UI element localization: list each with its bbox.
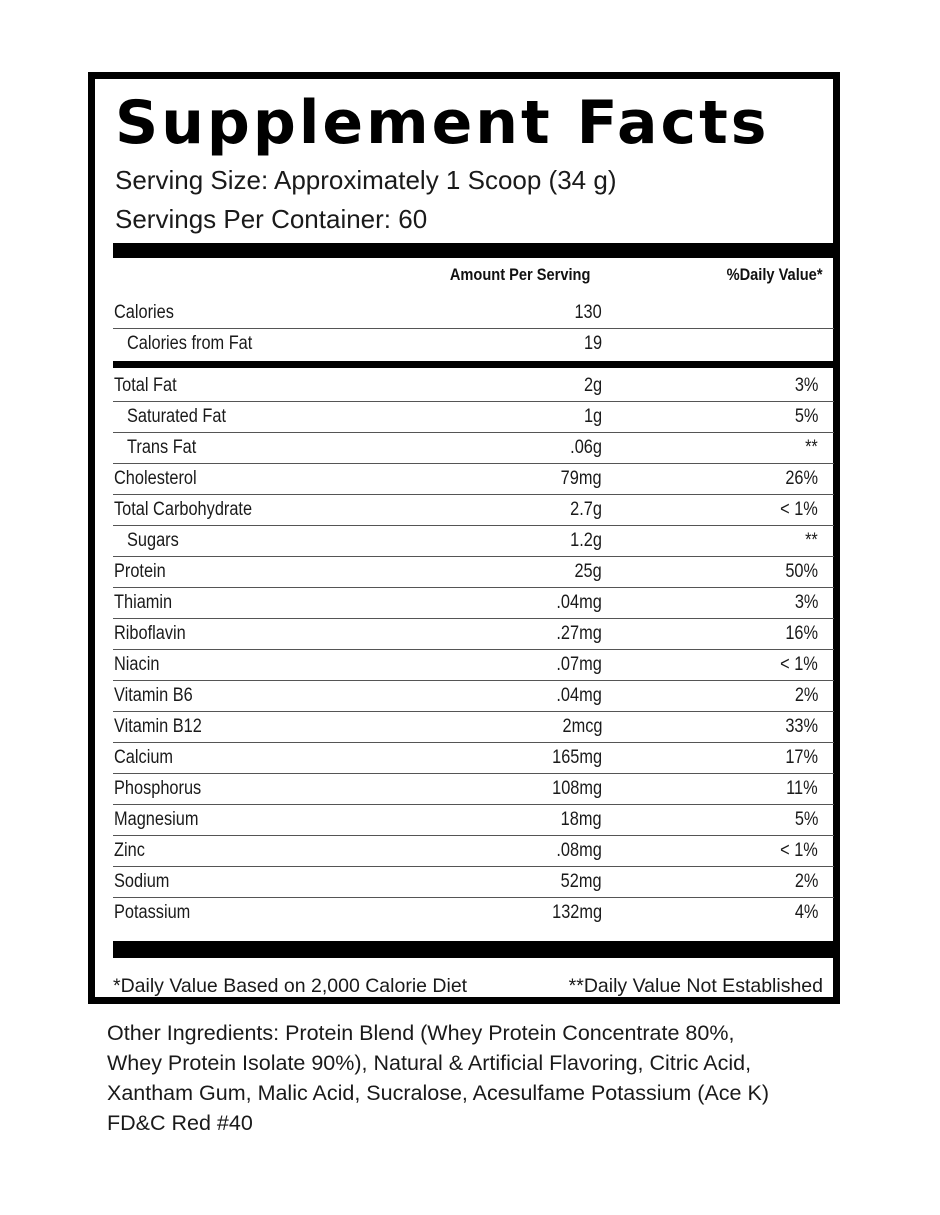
nutrient-daily-value: 50% xyxy=(785,561,818,582)
ingredients-line: FD&C Red #40 xyxy=(107,1111,253,1135)
supplement-facts-panel xyxy=(88,72,840,1004)
nutrient-row xyxy=(113,402,834,433)
nutrient-daily-value: ** xyxy=(805,530,818,551)
nutrient-row xyxy=(113,712,834,743)
nutrient-daily-value: < 1% xyxy=(780,840,818,861)
nutrient-name: Total Fat xyxy=(114,375,177,396)
nutrient-daily-value: 16% xyxy=(785,623,818,644)
nutrient-row xyxy=(113,867,834,898)
nutrient-row xyxy=(113,619,834,650)
nutrient-name: Protein xyxy=(114,561,166,582)
nutrient-daily-value: 2% xyxy=(794,871,818,892)
nutrient-row xyxy=(113,557,834,588)
servings-per-container: Servings Per Container: 60 xyxy=(115,204,428,234)
nutrient-amount: 2g xyxy=(583,375,602,396)
nutrient-row xyxy=(113,495,834,526)
nutrient-name: Sodium xyxy=(114,871,170,892)
daily-value-header: %Daily Value* xyxy=(727,265,823,284)
nutrient-row xyxy=(113,774,834,805)
other-ingredients xyxy=(107,1018,847,1138)
thick-divider-bottom xyxy=(113,941,834,958)
nutrient-amount: .27mg xyxy=(556,623,602,644)
nutrient-daily-value: < 1% xyxy=(780,499,818,520)
medium-divider xyxy=(113,361,834,368)
nutrient-amount: 25g xyxy=(574,561,602,582)
nutrient-row xyxy=(113,526,834,557)
nutrient-row xyxy=(113,433,834,464)
nutrient-amount: 2mcg xyxy=(562,716,602,737)
nutrient-daily-value: 4% xyxy=(794,902,818,923)
nutrient-daily-value: 2% xyxy=(794,685,818,706)
nutrient-name: Trans Fat xyxy=(127,437,197,458)
nutrient-name: Potassium xyxy=(114,902,191,923)
nutrient-name: Niacin xyxy=(114,654,160,675)
nutrient-row xyxy=(113,371,834,402)
nutrient-daily-value: 26% xyxy=(785,468,818,489)
nutrient-amount: 165mg xyxy=(552,747,602,768)
thick-divider-top xyxy=(113,243,834,258)
nutrient-name: Calcium xyxy=(114,747,174,768)
nutrient-amount: .04mg xyxy=(556,592,602,613)
nutrient-row xyxy=(113,743,834,774)
nutrient-amount: 79mg xyxy=(561,468,602,489)
nutrient-name: Cholesterol xyxy=(114,468,197,489)
nutrient-amount: 18mg xyxy=(561,809,602,830)
nutrient-daily-value: 3% xyxy=(794,375,818,396)
nutrient-name: Phosphorus xyxy=(114,778,202,799)
nutrient-amount: .06g xyxy=(570,437,602,458)
nutrient-name: Saturated Fat xyxy=(127,406,227,427)
nutrient-name: Total Carbohydrate xyxy=(114,499,253,520)
nutrient-row xyxy=(113,329,834,360)
nutrient-name: Sugars xyxy=(127,530,179,551)
nutrient-name: Magnesium xyxy=(114,809,199,830)
label-title: Supplement Facts xyxy=(115,88,770,158)
nutrient-row xyxy=(113,464,834,495)
footnote-not-established: **Daily Value Not Established xyxy=(568,975,823,997)
nutrient-amount: 130 xyxy=(574,302,602,323)
nutrient-amount: 52mg xyxy=(561,871,602,892)
ingredients-line: Xantham Gum, Malic Acid, Sucralose, Acesulfame Potassium (Ace K) xyxy=(107,1081,769,1105)
nutrient-amount: 19 xyxy=(583,333,602,354)
nutrient-row xyxy=(113,298,834,329)
nutrient-name: Calories xyxy=(114,302,174,323)
nutrient-daily-value: 5% xyxy=(794,809,818,830)
nutrient-row xyxy=(113,650,834,681)
nutrient-amount: 1g xyxy=(583,406,602,427)
nutrient-amount: 2.7g xyxy=(570,499,602,520)
nutrient-row xyxy=(113,805,834,836)
serving-size: Serving Size: Approximately 1 Scoop (34 g) xyxy=(115,165,617,195)
amount-per-serving-header: Amount Per Serving xyxy=(449,265,590,284)
nutrient-amount: .07mg xyxy=(556,654,602,675)
nutrient-daily-value: < 1% xyxy=(780,654,818,675)
nutrient-daily-value: 11% xyxy=(786,778,818,799)
nutrient-row xyxy=(113,588,834,619)
nutrient-name: Riboflavin xyxy=(114,623,186,644)
nutrient-name: Vitamin B12 xyxy=(114,716,202,737)
nutrient-row xyxy=(113,836,834,867)
nutrient-name: Calories from Fat xyxy=(127,333,253,354)
nutrient-row xyxy=(113,681,834,712)
nutrient-daily-value: 3% xyxy=(794,592,818,613)
nutrient-amount: .04mg xyxy=(556,685,602,706)
ingredients-line: Other Ingredients: Protein Blend (Whey Protein Concentrate 80%, xyxy=(107,1021,735,1045)
footnote-daily-value: *Daily Value Based on 2,000 Calorie Diet xyxy=(113,975,468,997)
nutrient-name: Zinc xyxy=(114,840,145,861)
nutrient-amount: .08mg xyxy=(556,840,602,861)
nutrient-daily-value: 5% xyxy=(794,406,818,427)
nutrient-amount: 1.2g xyxy=(570,530,602,551)
nutrient-amount: 108mg xyxy=(552,778,602,799)
nutrient-name: Thiamin xyxy=(114,592,173,613)
nutrient-amount: 132mg xyxy=(552,902,602,923)
nutrient-daily-value: ** xyxy=(805,437,818,458)
nutrient-name: Vitamin B6 xyxy=(114,685,193,706)
nutrient-daily-value: 17% xyxy=(785,747,818,768)
nutrient-daily-value: 33% xyxy=(785,716,818,737)
nutrient-row xyxy=(113,898,834,929)
ingredients-line: Whey Protein Isolate 90%), Natural & Artificial Flavoring, Citric Acid, xyxy=(107,1051,752,1075)
